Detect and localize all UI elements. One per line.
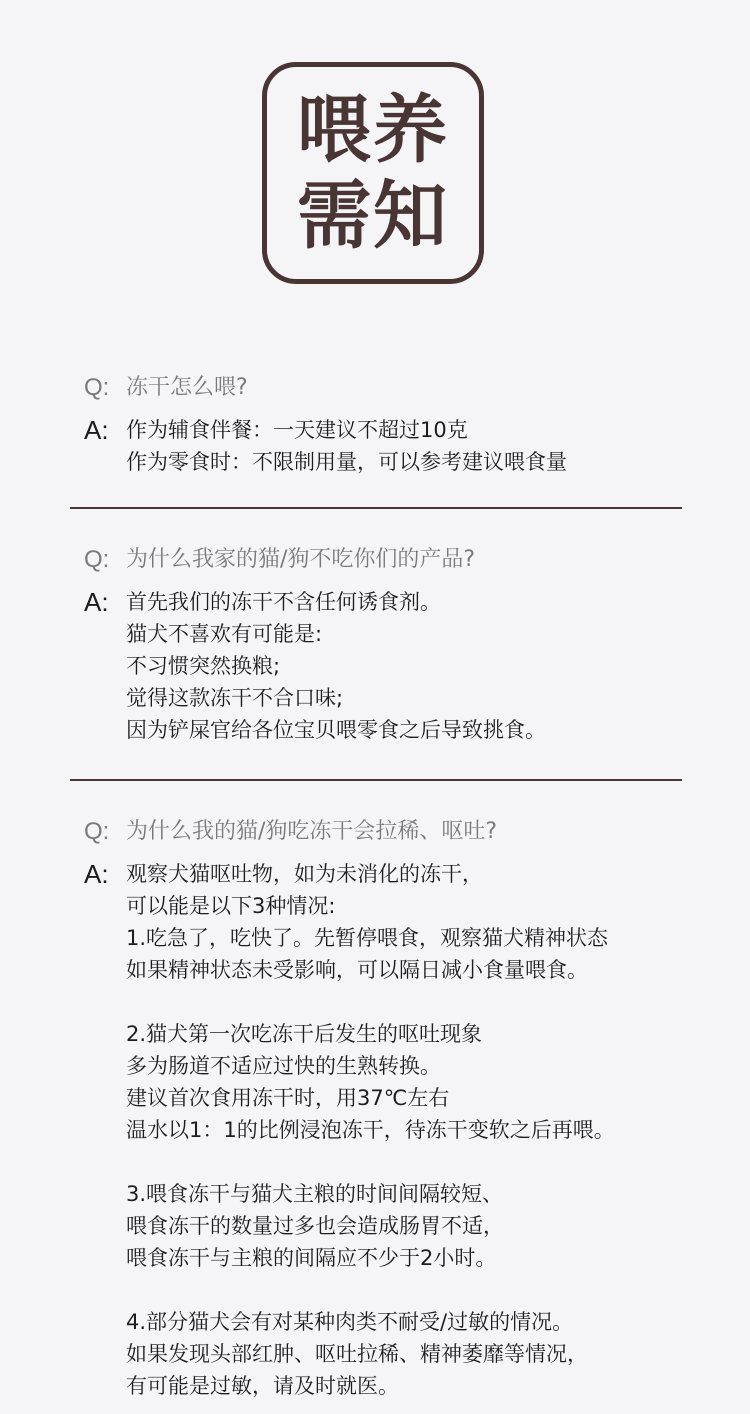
question-row xyxy=(84,372,684,404)
qa-section-1 xyxy=(84,372,684,478)
answer-line: 3.喂食冻干与猫犬主粮的时间间隔较短、 xyxy=(126,1182,504,1206)
answer-line: 2.猫犬第一次吃冻干后发生的呕吐现象 xyxy=(126,1022,483,1046)
title-line-2: 需知 xyxy=(297,173,449,259)
question-text: 为什么我的猫/狗吃冻干会拉稀、呕吐? xyxy=(126,819,498,844)
question-marker: Q: xyxy=(84,374,110,401)
answer-line: 如果发现头部红肿、呕吐拉稀、精神萎靡等情况， xyxy=(126,1342,588,1366)
answer-marker: A: xyxy=(84,415,109,445)
section-divider xyxy=(70,779,682,781)
question-text: 为什么我家的猫/狗不吃你们的产品? xyxy=(126,547,476,572)
answer-text xyxy=(126,586,546,746)
answer-line: 不习惯突然换粮; xyxy=(126,654,281,678)
answer-line: 首先我们的冻干不含任何诱食剂。 xyxy=(126,590,441,614)
answer-line: 4.部分猫犬会有对某种肉类不耐受/过敏的情况。 xyxy=(126,1310,574,1334)
answer-line: 1.吃急了，吃快了。先暂停喂食，观察猫犬精神状态 xyxy=(126,926,609,950)
answer-line: 有可能是过敏，请及时就医。 xyxy=(126,1374,399,1398)
title-badge xyxy=(262,62,484,284)
question-row xyxy=(84,816,684,848)
question-marker: Q: xyxy=(84,818,110,845)
answer-line: 可以能是以下3种情况: xyxy=(126,894,336,918)
answer-row xyxy=(84,414,684,478)
answer-line: 温水以1：1的比例浸泡冻干，待冻干变软之后再喂。 xyxy=(126,1118,615,1142)
answer-line: 如果精神状态未受影响，可以隔日减小食量喂食。 xyxy=(126,958,588,982)
qa-section-2 xyxy=(84,544,684,746)
section-divider xyxy=(70,507,682,509)
answer-line: 建议首次食用冻干时，用37℃左右 xyxy=(126,1086,450,1110)
answer-marker: A: xyxy=(84,859,109,889)
answer-row xyxy=(84,858,684,1402)
answer-line: 因为铲屎官给各位宝贝喂零食之后导致挑食。 xyxy=(126,718,546,742)
answer-line: 作为辅食伴餐：一天建议不超过10克 xyxy=(126,418,468,442)
qa-section-3 xyxy=(84,816,684,1402)
answer-line xyxy=(126,1274,615,1306)
answer-line: 喂食冻干与主粮的间隔应不少于2小时。 xyxy=(126,1246,497,1270)
answer-line xyxy=(126,1146,615,1178)
answer-row xyxy=(84,586,684,746)
question-text: 冻干怎么喂? xyxy=(126,375,248,400)
answer-line: 喂食冻干的数量过多也会造成肠胃不适， xyxy=(126,1214,504,1238)
answer-line: 多为肠道不适应过快的生熟转换。 xyxy=(126,1054,441,1078)
question-row xyxy=(84,544,684,576)
answer-text xyxy=(126,858,615,1402)
question-marker: Q: xyxy=(84,546,110,573)
answer-line xyxy=(126,986,615,1018)
answer-line: 猫犬不喜欢有可能是: xyxy=(126,622,323,646)
answer-text xyxy=(126,414,567,478)
answer-line: 觉得这款冻干不合口味; xyxy=(126,686,344,710)
answer-marker: A: xyxy=(84,587,109,617)
answer-line: 作为零食时：不限制用量，可以参考建议喂食量 xyxy=(126,450,567,474)
answer-line: 观察犬猫呕吐物，如为未消化的冻干， xyxy=(126,862,483,886)
title-line-1: 喂养 xyxy=(297,87,449,173)
